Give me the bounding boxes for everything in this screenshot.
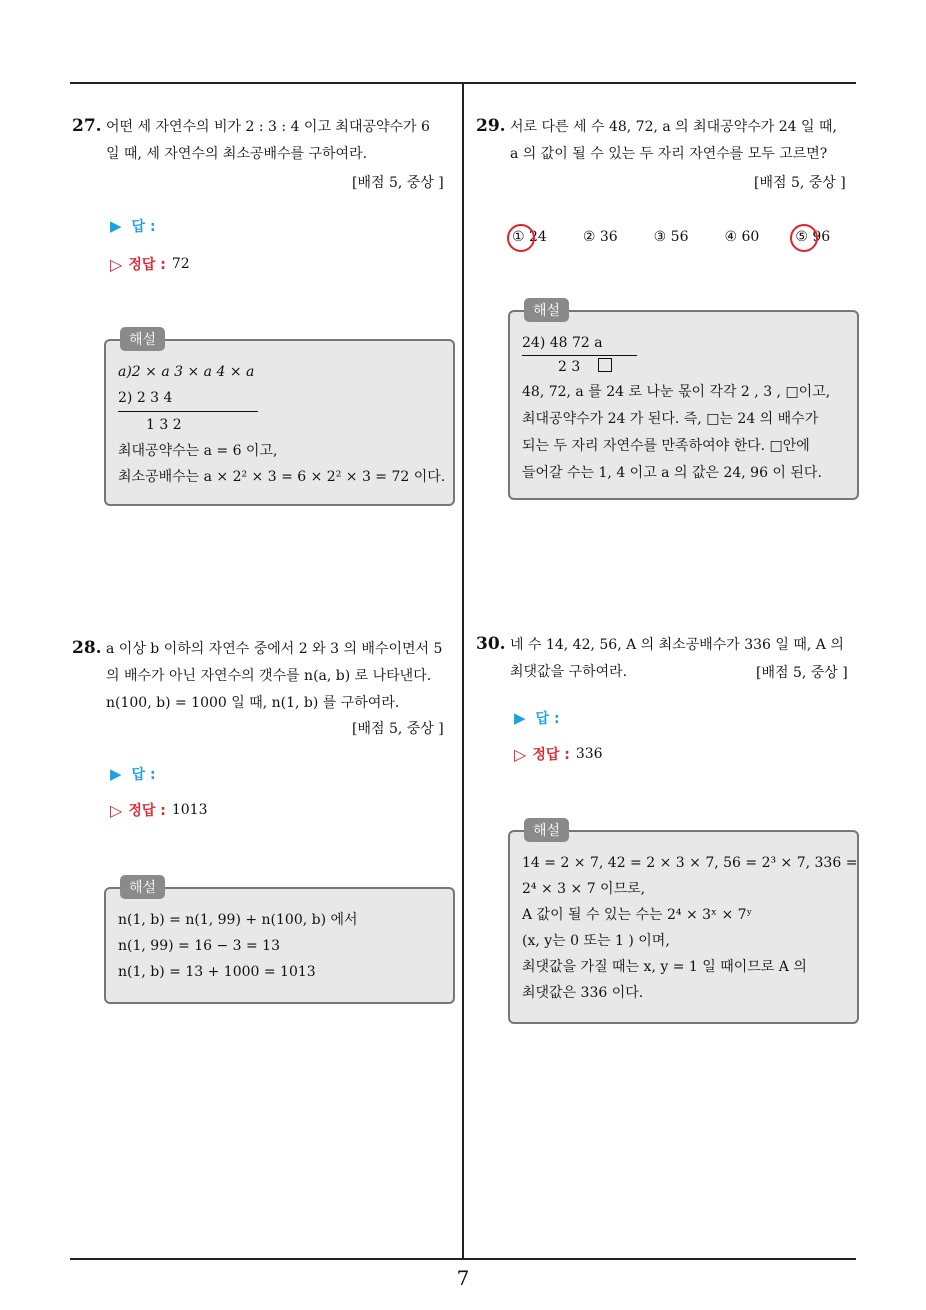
option-3[interactable]: ③ 56 xyxy=(653,229,689,245)
correct-value: 72 xyxy=(171,256,190,272)
column-divider xyxy=(462,82,464,1260)
problem-number: 27. xyxy=(72,116,102,136)
answer-row xyxy=(110,764,156,784)
outline-triangle-icon: ▷ xyxy=(110,800,123,820)
solution-tag: 해설 xyxy=(120,327,165,351)
correct-label: 정답 : xyxy=(128,803,166,819)
solution-box xyxy=(104,332,455,506)
answer-label: 답 : xyxy=(131,767,156,783)
option-5[interactable]: ⑤ 96 xyxy=(795,229,830,245)
problem-number: 28. xyxy=(72,638,102,658)
outline-triangle-icon: ▷ xyxy=(514,744,527,764)
selected-circle-mark xyxy=(790,224,818,252)
score-meta: [배점 5, 중상 ] xyxy=(352,721,444,737)
problem-text: a 이상 b 이하의 자연수 중에서 2 와 3 의 배수이면서 5 의 배수가 아닌 자연수의 갯수를 n(a, b) 로 나타낸다. n(100, b) = 1000 일 때, n(1, b) 를 구하여라. xyxy=(106,641,443,711)
correct-answer-row xyxy=(514,744,603,764)
solution-tag: 해설 xyxy=(524,298,569,322)
page-number: 7 xyxy=(456,1266,470,1290)
solution-box xyxy=(104,880,455,1004)
solution-box xyxy=(508,303,859,500)
play-icon: ▶ xyxy=(514,709,526,727)
correct-value: 1013 xyxy=(171,802,208,818)
correct-label: 정답 : xyxy=(532,747,570,763)
option-4[interactable]: ④ 60 xyxy=(724,229,760,245)
option-1[interactable]: ① 24 xyxy=(512,229,547,245)
answer-row xyxy=(514,708,560,728)
answer-row xyxy=(110,216,156,236)
answer-label: 답 : xyxy=(535,711,560,727)
score-meta: [배점 5, 중상 ] xyxy=(352,175,444,191)
correct-label: 정답 : xyxy=(128,257,166,273)
selected-circle-mark xyxy=(507,224,535,252)
problem-number: 29. xyxy=(476,116,506,136)
problem-text: 서로 다른 세 수 48, 72, a 의 최대공약수가 24 일 때, a 의 값이 될 수 있는 두 자리 자연수를 모두 고르면? xyxy=(510,119,837,162)
outline-triangle-icon: ▷ xyxy=(110,254,123,274)
score-meta: [배점 5, 중상 ] xyxy=(754,175,846,191)
correct-value: 336 xyxy=(575,746,603,762)
problem-number: 30. xyxy=(476,634,506,654)
blank-square-icon xyxy=(598,358,612,372)
solution-content: a)2 × a 3 × a 4 × a 2) 2 3 4 1 3 2 최대공약수는 a = 6 이고, 최소공배수는 a × 2² × 3 = 6 × 2² × 3 = 72 이다. xyxy=(118,364,446,485)
correct-answer-row xyxy=(110,800,207,820)
solution-tag: 해설 xyxy=(120,875,165,899)
bottom-rule xyxy=(70,1258,856,1260)
answer-label: 답 : xyxy=(131,219,156,235)
option-2[interactable]: ② 36 xyxy=(582,229,618,245)
correct-answer-row xyxy=(110,254,190,274)
play-icon: ▶ xyxy=(110,217,122,235)
solution-content: 24) 48 72 a 2 3 48, 72, a 를 24 로 나눈 몫이 각각 2 , 3 , □이고, 최대공약수가 24 가 된다. 즉, □는 24 의 배수가 되는 두 자리 자연수를 만족하여야 한다. □안에 들어갈 수는 1, 4 이고 a 의 값은 24, 96 이 된다. xyxy=(522,332,830,487)
problem-text: 네 수 14, 42, 56, A 의 최소공배수가 336 일 때, A 의 최댓값을 구하여라. xyxy=(510,637,844,680)
problem-text: 어떤 세 자연수의 비가 2 : 3 : 4 이고 최대공약수가 6 일 때, 세 자연수의 최소공배수를 구하여라. xyxy=(106,119,430,162)
solution-tag: 해설 xyxy=(524,818,569,842)
score-meta: [배점 5, 중상 ] xyxy=(756,665,848,681)
play-icon: ▶ xyxy=(110,765,122,783)
solution-content: n(1, b) = n(1, 99) + n(100, b) 에서 n(1, 99) = 16 − 3 = 13 n(1, b) = 13 + 1000 = 1013 xyxy=(118,912,358,980)
solution-content: 14 = 2 × 7, 42 = 2 × 3 × 7, 56 = 2³ × 7, 336 = 2⁴ × 3 × 7 이므로, A 값이 될 수 있는 수는 2⁴ × 3ˣ × 7ʸ (x, y는 0 또는 1 ) 이며, 최댓값을 가질 때는 x, y = 1 일 때이므로 A 의 최댓값은 336 이다. xyxy=(522,855,858,1001)
solution-box xyxy=(508,823,859,1024)
answer-options xyxy=(512,229,866,245)
